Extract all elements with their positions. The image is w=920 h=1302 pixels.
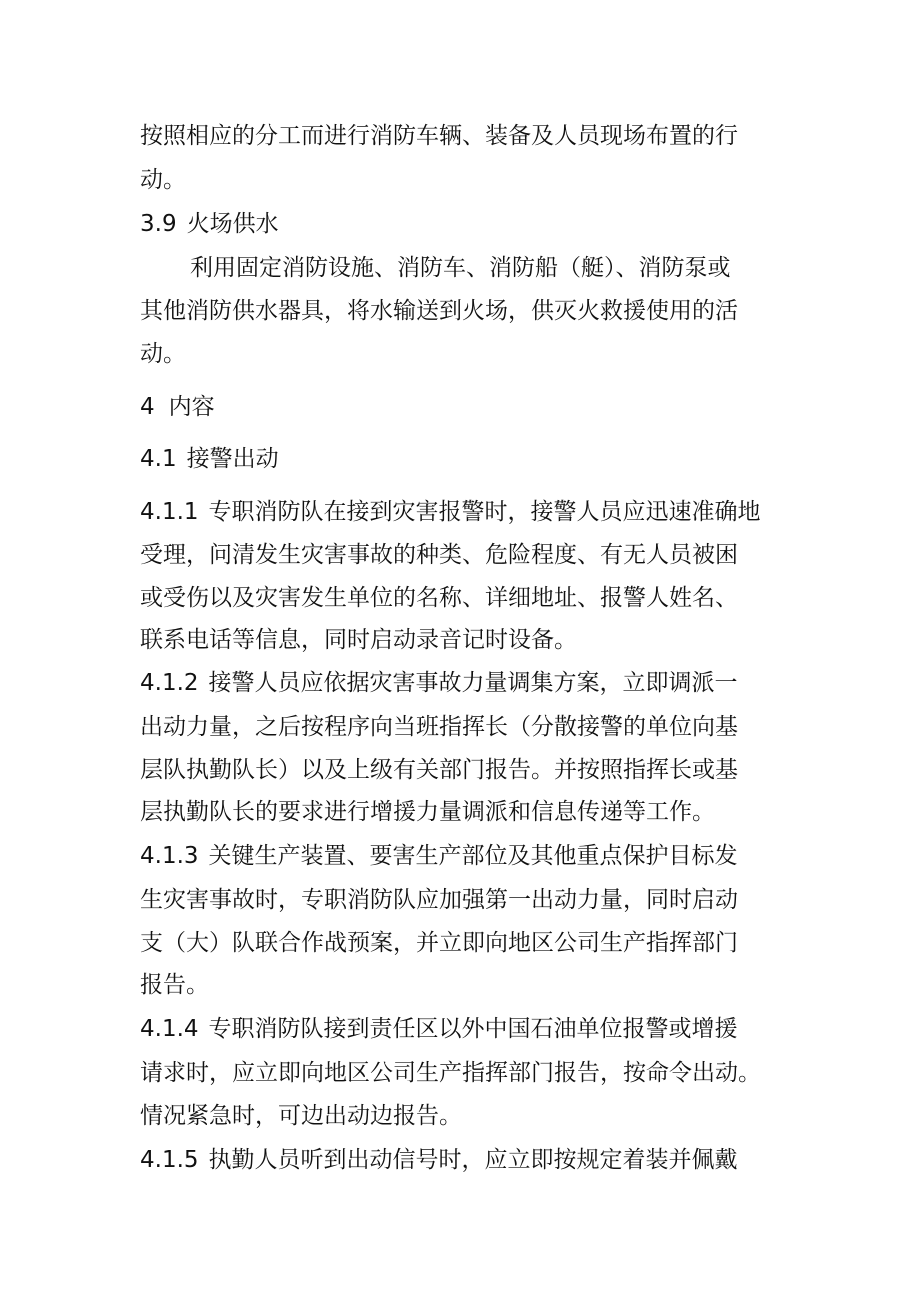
paragraph-text: 专职消防队接到责任区以外中国石油单位报警或增援 [208, 1016, 738, 1042]
section-title: 火场供水 [186, 211, 279, 237]
paragraph-line [140, 339, 186, 369]
paragraph-line [140, 970, 209, 1000]
clause-4-1-3-line [140, 841, 738, 871]
paragraph-text: 请求时，应立即向地区公司生产指挥部门报告，按命令出动。 [140, 1060, 761, 1086]
section-number: 3.9 [140, 211, 177, 237]
paragraph-text: 层执勤队长的要求进行增援力量调派和信息传递等工作。 [140, 799, 715, 825]
paragraph-line [190, 253, 731, 283]
paragraph-text: 受理，问清发生灾害事故的种类、危险程度、有无人员被困 [140, 542, 738, 568]
paragraph-text: 其他消防供水器具，将水输送到火场，供灭火救援使用的活 [140, 298, 738, 324]
paragraph-text: 生灾害事故时，专职消防队应加强第一出动力量，同时启动 [140, 887, 738, 913]
clause-number: 4.1.2 [140, 670, 199, 696]
clause-4-1-4-line [140, 1014, 738, 1044]
paragraph-text: 联系电话等信息，同时启动录音记时设备。 [140, 627, 577, 653]
paragraph-line [140, 797, 715, 827]
paragraph-line [140, 755, 738, 785]
clause-4-1-1-line [140, 497, 761, 527]
clause-4-1-5-line [140, 1145, 738, 1175]
section-number: 4 [140, 394, 155, 420]
clause-number: 4.1.1 [140, 499, 199, 525]
paragraph-text: 专职消防队在接到灾害报警时，接警人员应迅速准确地 [208, 499, 761, 525]
paragraph-text: 执勤人员听到出动信号时，应立即按规定着装并佩戴 [208, 1147, 738, 1173]
paragraph-text: 出动力量，之后按程序向当班指挥长（分散接警的单位向基 [140, 714, 738, 740]
paragraph-line [140, 165, 186, 195]
paragraph-line [140, 1101, 462, 1131]
paragraph-line [140, 928, 738, 958]
clause-4-1-2-line [140, 668, 738, 698]
section-title: 接警出动 [186, 446, 279, 472]
paragraph-text: 动。 [140, 167, 186, 193]
paragraph-text: 或受伤以及灾害发生单位的名称、详细地址、报警人姓名、 [140, 585, 738, 611]
section-title: 内容 [168, 394, 215, 420]
section-heading-4-1 [140, 444, 279, 474]
clause-number: 4.1.5 [140, 1147, 199, 1173]
paragraph-line [140, 1058, 761, 1088]
paragraph-text: 报告。 [140, 972, 209, 998]
paragraph-line [140, 712, 738, 742]
paragraph-text: 支（大）队联合作战预案，并立即向地区公司生产指挥部门 [140, 930, 738, 956]
clause-number: 4.1.4 [140, 1016, 199, 1042]
paragraph-text: 按照相应的分工而进行消防车辆、装备及人员现场布置的行 [140, 123, 738, 149]
paragraph-line [140, 625, 577, 655]
paragraph-text: 层队执勤队长）以及上级有关部门报告。并按照指挥长或基 [140, 757, 738, 783]
section-heading-3-9 [140, 209, 279, 239]
paragraph-text: 动。 [140, 341, 186, 367]
section-number: 4.1 [140, 446, 177, 472]
paragraph-line [140, 121, 738, 151]
paragraph-line [140, 296, 738, 326]
paragraph-line [140, 885, 738, 915]
paragraph-line [140, 583, 738, 613]
section-heading-4 [140, 392, 215, 422]
paragraph-line [140, 540, 738, 570]
paragraph-text: 情况紧急时，可边出动边报告。 [140, 1103, 462, 1129]
paragraph-text: 接警人员应依据灾害事故力量调集方案，立即调派一 [208, 670, 738, 696]
paragraph-text: 关键生产装置、要害生产部位及其他重点保护目标发 [208, 843, 738, 869]
paragraph-text: 利用固定消防设施、消防车、消防船（艇）、消防泵或 [190, 255, 731, 281]
clause-number: 4.1.3 [140, 843, 199, 869]
